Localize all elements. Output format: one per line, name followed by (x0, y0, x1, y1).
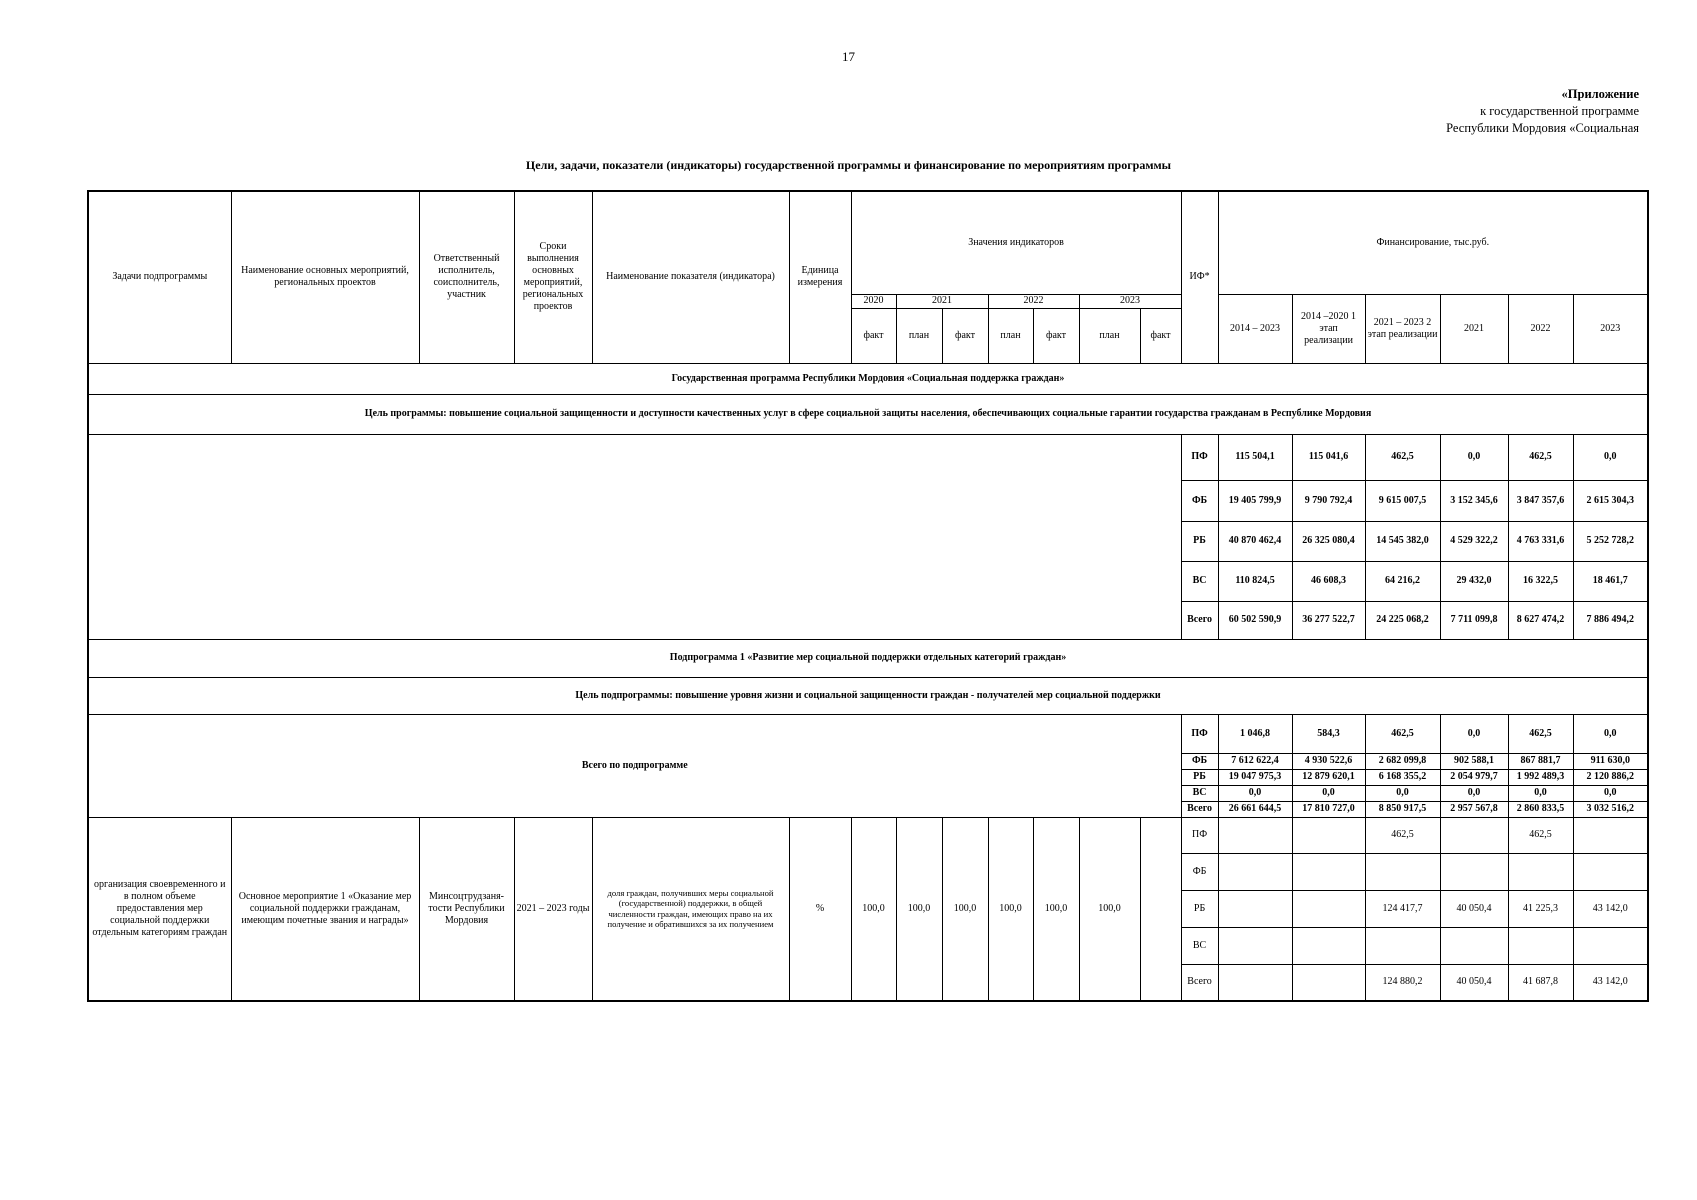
fin-col-2023: 2023 (1573, 294, 1648, 363)
fin-value: 46 608,3 (1292, 561, 1365, 601)
fin-value: 12 879 620,1 (1292, 769, 1365, 785)
fin-value: 1 046,8 (1218, 714, 1292, 753)
fin-value: 3 032 516,2 (1573, 801, 1648, 817)
fin-value (1218, 964, 1292, 1001)
appendix-line-1: «Приложение (1561, 87, 1639, 101)
fin-value (1218, 817, 1292, 853)
indicator-value: 100,0 (1033, 817, 1079, 1001)
measure-task: организация своевременного и в полном объеме предоставления мер социальной поддержки отдельным категориям граждан (88, 817, 231, 1001)
subprogram-total-label: Всего по подпрограмме (88, 714, 1181, 817)
fin-value (1365, 927, 1440, 964)
fin-value: 462,5 (1365, 714, 1440, 753)
fin-value: 40 050,4 (1440, 890, 1508, 927)
fin-value (1292, 890, 1365, 927)
fin-value: 462,5 (1365, 434, 1440, 480)
page-number: 17 (842, 49, 855, 64)
fin-value: 40 870 462,4 (1218, 521, 1292, 561)
fin-value: 0,0 (1440, 434, 1508, 480)
fin-value: 7 711 099,8 (1440, 601, 1508, 639)
fin-value (1440, 853, 1508, 890)
fin-value: 4 930 522,6 (1292, 753, 1365, 769)
appendix-line-2: к государственной программе (1480, 104, 1639, 118)
fin-value: 2 615 304,3 (1573, 480, 1648, 521)
fin-value (1292, 853, 1365, 890)
fin-value: 0,0 (1440, 785, 1508, 801)
fin-col-2022: 2022 (1508, 294, 1573, 363)
program-goal: Цель программы: повышение социальной защищенности и доступности качественных услуг в сфере социальной защиты населения, обеспечивающих социальные гарантии государства гражданам в Республике Мордовия (88, 394, 1648, 434)
indicator-value: 100,0 (851, 817, 896, 1001)
fin-value: 110 824,5 (1218, 561, 1292, 601)
fin-value (1573, 853, 1648, 890)
blank-cell (88, 434, 1181, 639)
fin-source: ФБ (1181, 480, 1218, 521)
sub-header: факт (1140, 308, 1181, 363)
fin-value (1508, 853, 1573, 890)
fin-value: 19 047 975,3 (1218, 769, 1292, 785)
fin-value: 8 627 474,2 (1508, 601, 1573, 639)
fin-value (1573, 927, 1648, 964)
fin-col-stage-2: 2021 – 2023 2 этап реализации (1365, 294, 1440, 363)
table-row (88, 714, 1648, 753)
indicator-value: 100,0 (1079, 817, 1140, 1001)
fin-value: 0,0 (1440, 714, 1508, 753)
fin-value: 0,0 (1573, 785, 1648, 801)
sub-header: план (1079, 308, 1140, 363)
header-unit: Единица измерения (789, 191, 851, 363)
fin-source: РБ (1181, 890, 1218, 927)
fin-value: 7 886 494,2 (1573, 601, 1648, 639)
fin-source: Всего (1181, 801, 1218, 817)
sub-header: план (896, 308, 942, 363)
fin-value: 462,5 (1508, 817, 1573, 853)
indicator-value: 100,0 (988, 817, 1033, 1001)
fin-value (1508, 927, 1573, 964)
sub-header: факт (1033, 308, 1079, 363)
fin-source: Всего (1181, 601, 1218, 639)
fin-value: 17 810 727,0 (1292, 801, 1365, 817)
fin-value (1292, 964, 1365, 1001)
fin-value: 6 168 355,2 (1365, 769, 1440, 785)
measure-unit: % (789, 817, 851, 1001)
fin-value: 5 252 728,2 (1573, 521, 1648, 561)
fin-source: ПФ (1181, 817, 1218, 853)
table-row (88, 817, 1648, 853)
fin-value: 2 860 833,5 (1508, 801, 1573, 817)
fin-value: 7 612 622,4 (1218, 753, 1292, 769)
fin-value: 462,5 (1365, 817, 1440, 853)
measure-name: Основное мероприятие 1 «Оказание мер социальной поддержки гражданам, имеющим почетные звания и награды» (231, 817, 419, 1001)
fin-value: 462,5 (1508, 714, 1573, 753)
fin-value: 1 992 489,3 (1508, 769, 1573, 785)
fin-value: 2 120 886,2 (1573, 769, 1648, 785)
fin-value: 36 277 522,7 (1292, 601, 1365, 639)
fin-value: 9 615 007,5 (1365, 480, 1440, 521)
fin-value: 4 529 322,2 (1440, 521, 1508, 561)
fin-source: Всего (1181, 964, 1218, 1001)
fin-value (1218, 853, 1292, 890)
fin-value: 902 588,1 (1440, 753, 1508, 769)
fin-value: 0,0 (1292, 785, 1365, 801)
header-indicator: Наименование показателя (индикатора) (592, 191, 789, 363)
indicator-value: 100,0 (896, 817, 942, 1001)
fin-value: 124 880,2 (1365, 964, 1440, 1001)
fin-source: ПФ (1181, 714, 1218, 753)
fin-value: 462,5 (1508, 434, 1573, 480)
fin-value: 19 405 799,9 (1218, 480, 1292, 521)
sub-header: план (988, 308, 1033, 363)
header-year-2023: 2023 (1079, 294, 1181, 308)
indicator-value: 100,0 (942, 817, 988, 1001)
header-year-2020: 2020 (851, 294, 896, 308)
fin-value: 0,0 (1573, 434, 1648, 480)
indicator-value (1140, 817, 1181, 1001)
fin-value (1218, 927, 1292, 964)
fin-value: 0,0 (1218, 785, 1292, 801)
sub-header: факт (851, 308, 896, 363)
program-table (87, 190, 1649, 1002)
header-indicator-values: Значения индикаторов (851, 191, 1181, 294)
table-row (88, 434, 1648, 480)
fin-value (1573, 817, 1648, 853)
fin-source: РБ (1181, 521, 1218, 561)
fin-value (1292, 927, 1365, 964)
fin-value: 41 687,8 (1508, 964, 1573, 1001)
fin-value (1365, 853, 1440, 890)
measure-indicator: доля граждан, получивших меры социальной (государственной) поддержки, в общей численности граждан, имеющих право на их получение и обратившихся за их получением (592, 817, 789, 1001)
fin-value: 3 152 345,6 (1440, 480, 1508, 521)
fin-value: 115 504,1 (1218, 434, 1292, 480)
subprogram-title: Подпрограмма 1 «Развитие мер социальной поддержки отдельных категорий граждан» (88, 639, 1648, 677)
fin-source: ПФ (1181, 434, 1218, 480)
fin-col-2021: 2021 (1440, 294, 1508, 363)
subprogram-goal: Цель подпрограммы: повышение уровня жизни и социальной защищенности граждан - получателей мер социальной поддержки (88, 677, 1648, 714)
header-tasks: Задачи подпрограммы (88, 191, 231, 363)
fin-value: 18 461,7 (1573, 561, 1648, 601)
fin-value: 40 050,4 (1440, 964, 1508, 1001)
header-executor: Ответственный исполнитель, соисполнитель, участник (419, 191, 514, 363)
fin-col-stage-1: 2014 –2020 1 этап реализации (1292, 294, 1365, 363)
fin-value: 14 545 382,0 (1365, 521, 1440, 561)
fin-value: 584,3 (1292, 714, 1365, 753)
fin-value: 26 325 080,4 (1292, 521, 1365, 561)
fin-value: 2 054 979,7 (1440, 769, 1508, 785)
fin-value: 43 142,0 (1573, 890, 1648, 927)
fin-value: 29 432,0 (1440, 561, 1508, 601)
fin-source: РБ (1181, 769, 1218, 785)
fin-value: 26 661 644,5 (1218, 801, 1292, 817)
fin-value: 16 322,5 (1508, 561, 1573, 601)
appendix-note (1446, 86, 1639, 137)
fin-value (1440, 927, 1508, 964)
fin-source: ВС (1181, 927, 1218, 964)
fin-value (1440, 817, 1508, 853)
fin-source: ВС (1181, 561, 1218, 601)
fin-value: 41 225,3 (1508, 890, 1573, 927)
header-year-2021: 2021 (896, 294, 988, 308)
fin-value: 911 630,0 (1573, 753, 1648, 769)
fin-value: 24 225 068,2 (1365, 601, 1440, 639)
header-financing: Финансирование, тыс.руб. (1218, 191, 1648, 294)
fin-value: 2 957 567,8 (1440, 801, 1508, 817)
appendix-line-3: Республики Мордовия «Социальная (1446, 121, 1639, 135)
fin-value (1218, 890, 1292, 927)
fin-value: 115 041,6 (1292, 434, 1365, 480)
fin-value: 9 790 792,4 (1292, 480, 1365, 521)
fin-value: 3 847 357,6 (1508, 480, 1573, 521)
fin-value: 867 881,7 (1508, 753, 1573, 769)
document-title: Цели, задачи, показатели (индикаторы) государственной программы и финансирование по мероприятиям программы (525, 158, 1172, 172)
fin-value: 0,0 (1365, 785, 1440, 801)
measure-executor: Минсоцтрудзаня-тости Республики Мордовия (419, 817, 514, 1001)
fin-source: ФБ (1181, 853, 1218, 890)
program-title: Государственная программа Республики Мордовия «Социальная поддержка граждан» (88, 363, 1648, 394)
measure-terms: 2021 – 2023 годы (514, 817, 592, 1001)
fin-value: 124 417,7 (1365, 890, 1440, 927)
fin-value: 0,0 (1573, 714, 1648, 753)
fin-value: 4 763 331,6 (1508, 521, 1573, 561)
fin-value: 43 142,0 (1573, 964, 1648, 1001)
fin-value: 8 850 917,5 (1365, 801, 1440, 817)
header-if: ИФ* (1181, 191, 1218, 363)
fin-value: 0,0 (1508, 785, 1573, 801)
fin-value: 60 502 590,9 (1218, 601, 1292, 639)
fin-source: ФБ (1181, 753, 1218, 769)
fin-value: 64 216,2 (1365, 561, 1440, 601)
sub-header: факт (942, 308, 988, 363)
header-measures: Наименование основных мероприятий, региональных проектов (231, 191, 419, 363)
fin-col-total: 2014 – 2023 (1218, 294, 1292, 363)
fin-value: 2 682 099,8 (1365, 753, 1440, 769)
fin-source: ВС (1181, 785, 1218, 801)
header-terms: Сроки выполнения основных мероприятий, региональных проектов (514, 191, 592, 363)
fin-value (1292, 817, 1365, 853)
header-year-2022: 2022 (988, 294, 1079, 308)
